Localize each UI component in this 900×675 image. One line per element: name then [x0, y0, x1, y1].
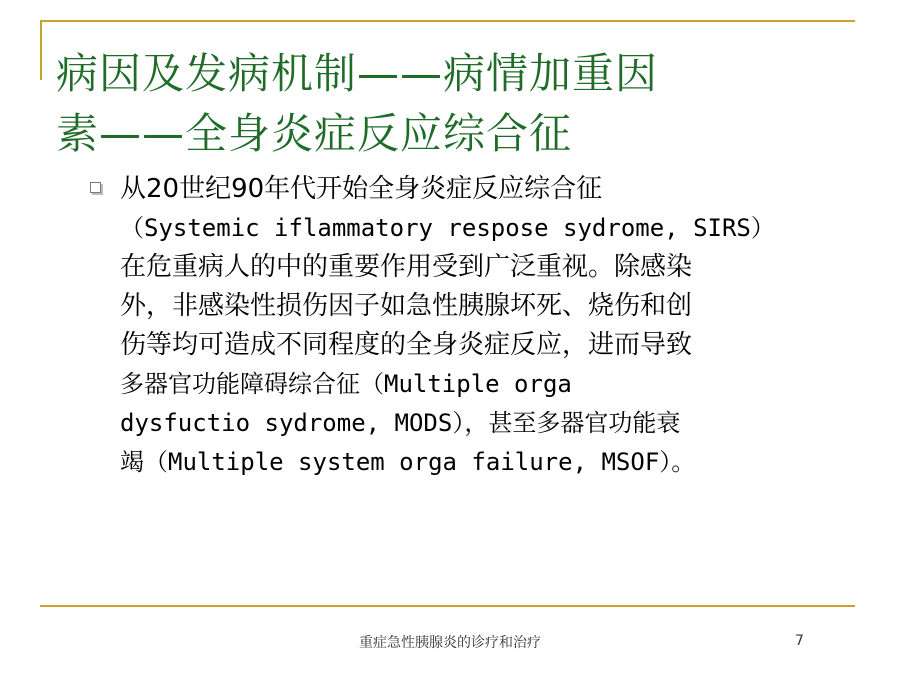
bullet-line: dysfuctio sydrome, MODS），甚至多器官功能衰	[120, 409, 681, 437]
bullet-line: 外，非感染性损伤因子如急性胰腺坏死、烧伤和创	[120, 291, 693, 321]
top-decorative-line	[40, 20, 855, 22]
bullet-line: （Systemic iflammatory respose sydrome, SIRS）	[120, 214, 775, 242]
page-number: 7	[795, 633, 804, 649]
bullet-line: 从20世纪90年代开始全身炎症反应综合征	[120, 174, 603, 204]
bullet-line: 在危重病人的中的重要作用受到广泛重视。除感染	[120, 252, 693, 282]
slide-title-line-1: 病因及发病机制——病情加重因	[56, 49, 659, 98]
bullet-line: 竭（Multiple system orga failure, MSOF）。	[120, 448, 696, 476]
bullet-text	[120, 170, 855, 482]
slide-title	[56, 44, 856, 164]
square-bullet-icon	[90, 182, 101, 193]
bullet-line: 多器官功能障碍综合征（Multiple orga	[120, 370, 572, 398]
footer-title: 重症急性胰腺炎的诊疗和治疗	[359, 635, 541, 651]
slide-title-line-2: 素——全身炎症反应综合征	[56, 109, 573, 158]
bottom-decorative-line	[40, 605, 855, 607]
bullet-line: 伤等均可造成不同程度的全身炎症反应，进而导致	[120, 330, 693, 360]
left-decorative-line	[40, 20, 42, 80]
